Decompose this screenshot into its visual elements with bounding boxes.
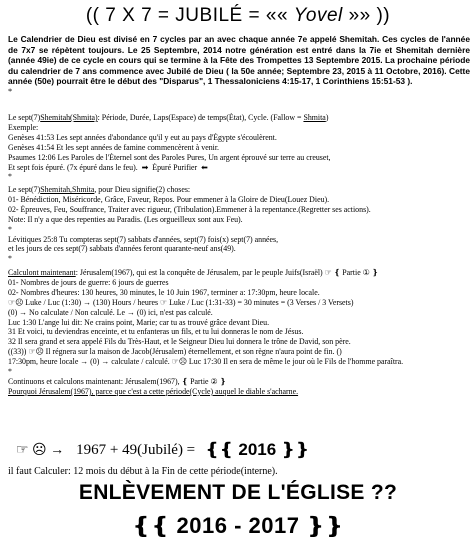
s2-label-b: Shemitah,Shmita — [40, 185, 95, 194]
return-arrow-icon: ⬅ — [199, 162, 208, 172]
arrow-right-icon: ➡ — [139, 162, 151, 172]
years-heading: ❴❴ 2016 - 2017 ❵❵ — [132, 513, 344, 538]
s3-jerusalem: : Jérusalem(1967), qui est la conquête de Jérusalem, par le peuple Juifs(Israël) — [75, 268, 323, 277]
s1-psalm-1206: Psaumes 12:06 Les Paroles de l'Éternel sont des Paroles Pures, Un argent éprouvé sur terre au creuset, — [8, 152, 331, 162]
s3-days: 01- Nombres de jours de guerre: 6 jours de guerres — [8, 277, 169, 287]
s3-part-1: ❴ Partie ① ❵ — [333, 268, 379, 277]
s3-luke-hours: ☞☹ Luke / Luc (1:30) → (130) Hours / heures ☞ Luke / Luc (1:31-33) = 30 minutes = (3 Verses / 3 Versets) — [8, 297, 354, 307]
s1-label-c: : Période, Durée, Laps(Espace) de temps(État), Cycle. (Fallow = — [97, 113, 304, 122]
s1-example-label: Exemple: — [8, 122, 39, 132]
s1-label-d: Shmita — [303, 113, 326, 122]
s3-why-jerusalem: Pourquoi Jérusalem(1967), parce que c'est a cette période(Cycle) auquel le diable s'acharne. — [8, 386, 299, 396]
title-yovel: Yovel — [293, 5, 343, 26]
s1-genesis-4154: Genèses 41:54 Et les sept années de famine commencèrent à venir. — [8, 142, 219, 152]
s2-fortynine-years: et les jours de ces sept(7) sabbats d'années feront quarante-neuf ans(49). — [8, 244, 236, 254]
s3-no-calc: (0) → No calculate / Non calculé. Le → (0) ici, n'est pas calculé. — [8, 307, 213, 317]
jubilee-formula — [8, 438, 470, 462]
s3-verse-33: ((33)) ☞☹ Il régnera sur la maison de Jacob(Jérusalem) éternellement, et son règne n'aura point de fin. () — [8, 347, 342, 357]
s3-star: * — [8, 367, 12, 377]
s2-star-2: * — [8, 254, 12, 264]
s3-hours: 02- Nombres d'heures: 130 heures, 30 minutes, le 10 Juin 1967, terminer a: 17:30pm, heure locale. — [8, 287, 320, 297]
pointing-hand-icon: ☞ — [324, 268, 332, 277]
calculate-line: il faut Calculer: 12 mois du début à la Fin de cette période(interne). — [8, 466, 278, 477]
s3-luke-130: Luc 1:30 L'ange lui dit: Ne crains point, Marie; car tu as trouvé grâce devant Dieu. — [8, 317, 270, 327]
section-jerusalem-calc — [8, 268, 470, 397]
intro-star: * — [8, 86, 13, 96]
s2-trials: 02- Épreuves, Feu, Souffrance, Traiter avec rigueur, (Tribulation).Emmener à la repentance.(Regretter ses actions). — [8, 204, 371, 214]
formula-result: ❴❴ 2016 ❵❵ — [205, 440, 310, 459]
s1-genesis-4153: Genèses 41:53 Les sept années d'abondance qu'il y eut au pays d'Égypte s'écoulèrent. — [8, 132, 277, 142]
rapture-heading: ENLÈVEMENT DE L'ÉGLISE ?? — [78, 481, 398, 504]
intro-text: Le Calendrier de Dieu est divisé en 7 cycles par an avec chaque année 7e appelé Shemitah. Ces cycles de l'année de 7x7 se répètent toujours. Le 25 Septembre, 2014 notre génération est entré dans la 7ie et Shemitah dernière (année 49ie) de ce cycle en cours qui se termine à la Fête des Trompettes 13 Septembre 2015. La prochaine période du calendrier de 7 ans commence avec Jubilé de Dieu ( la 50e année; Septembre 23, 2015 à 11 Octobre, 2016). Cette année (50e) pourrait être le début des "Disparus", 1 Thessaloniciens 4:15-17, 1 Corinthiens 15:51-53 ). — [8, 34, 470, 87]
s3-verse-32: 32 Il sera grand et sera appelé Fils du Très-Haut, et le Seigneur Dieu lui donnera le trône de David, son père. — [8, 337, 351, 347]
section-shemitah-meaning — [8, 185, 470, 264]
s1-seven-times: Et sept fois épuré. (7x épuré dans le feu). — [8, 162, 138, 172]
formula-icons: ☞ ☹ → — [16, 442, 65, 458]
title-part1: (( 7 X 7 = JUBILÉ = «« — [85, 5, 289, 26]
s3-continue: Continuons et calculons maintenant: Jérusalem(1967), ❴ Partie ② ❵ — [8, 376, 227, 386]
s2-note: Note: Il n'y a que des repenties au Paradis. (Les orgueilleux sont aux Feu). — [8, 214, 243, 224]
s2-label-c: , pour Dieu signifie(2) choses: — [94, 185, 191, 194]
section-shemitah-definition — [8, 113, 470, 182]
s1-purify: Épuré Purifier — [152, 162, 198, 172]
s1-label-b: Shemitah(Shmita) — [40, 113, 98, 122]
page-title — [0, 5, 476, 27]
s2-leviticus-258: Lévitiques 25:8 Tu compteras sept(7) sabbats d'années, sept(7) fois(x) sept(7) années, — [8, 234, 279, 244]
intro-paragraph — [8, 34, 470, 98]
s1-label-a: Le sept(7) — [8, 113, 41, 122]
s3-luke-1730: 17:30pm, heure locale → (0) → calculate / calculé. ☞☹ Luc 17:30 Il en sera de même le jour où le Fils de l'homme paraîtra. — [8, 357, 404, 367]
s2-star: * — [8, 224, 12, 234]
s3-verse-31: 31 Et voici, tu deviendras enceinte, et tu enfanteras un fils, et tu lui donneras le nom de Jésus. — [8, 327, 304, 337]
s2-label-a: Le sept(7) — [8, 185, 41, 194]
formula-text: 1967 + 49(Jubilé) = — [76, 441, 196, 458]
s3-calc-label: Calculont maintenant — [8, 268, 76, 277]
title-part2: »» )) — [348, 5, 391, 26]
s2-blessing: 01- Bénédiction, Miséricorde, Grâce, Faveur, Repos. Pour emmener à la Gloire de Dieu(Louez Dieu). — [8, 194, 330, 204]
s1-label-e: ) — [325, 113, 329, 122]
s1-star: * — [8, 172, 12, 182]
